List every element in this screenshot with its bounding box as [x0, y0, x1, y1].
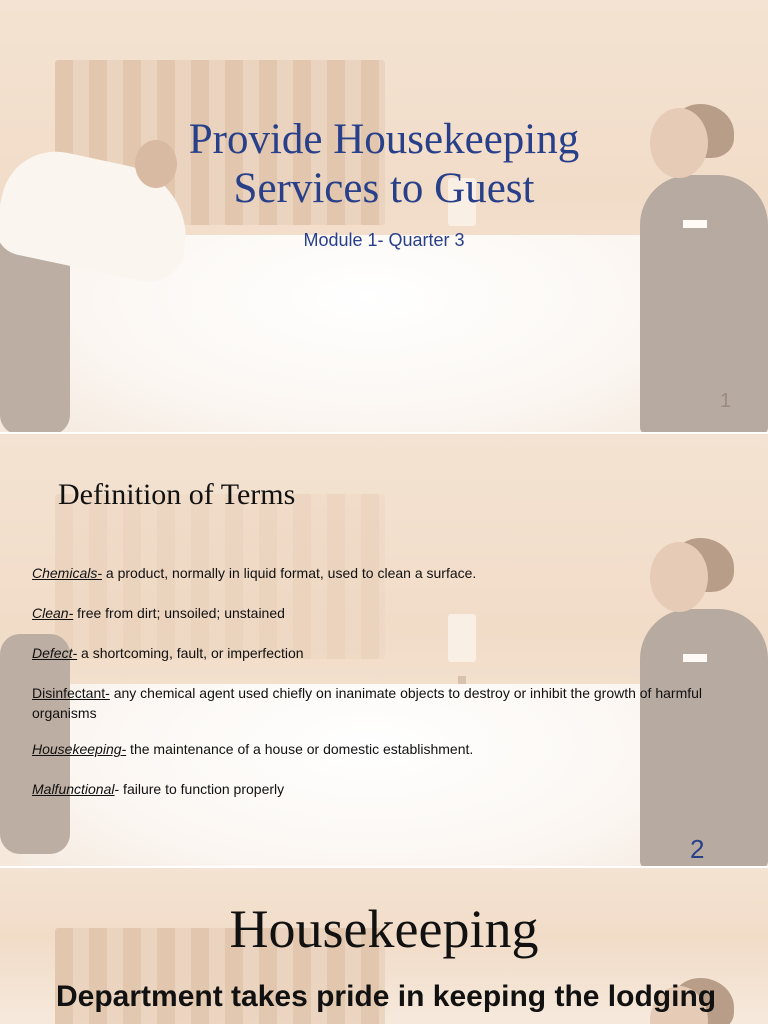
definition-item [32, 563, 752, 583]
background-photo [0, 0, 768, 432]
page-number: 1 [720, 390, 732, 412]
definition-text: free from dirt; unsoiled; unstained [73, 605, 285, 621]
definition-text: a product, normally in liquid format, used to clean a surface. [102, 565, 477, 581]
definition-text: - failure to function properly [114, 781, 285, 797]
definition-item [32, 739, 752, 759]
page-number: 2 [690, 834, 705, 864]
slide-subtitle: Module 1- Quarter 3 [303, 230, 465, 250]
definition-text: any chemical agent used chiefly on inanimate objects to destroy or inhibit the growth of harmful organisms [32, 685, 703, 721]
definition-term: Disinfectant- [32, 685, 110, 701]
definition-item [32, 779, 752, 799]
definition-item [32, 643, 752, 663]
definition-term: Malfunctional [32, 781, 115, 797]
definition-item [32, 683, 752, 723]
slide-title [0, 115, 768, 213]
definition-term: Chemicals- [32, 565, 103, 581]
slide-body-text: Department takes pride in keeping the lodging [56, 980, 717, 1013]
definition-item [32, 603, 752, 623]
title-line-1: Provide Housekeeping [188, 116, 580, 163]
definition-text: the maintenance of a house or domestic establishment. [126, 741, 474, 757]
slide-title: Housekeeping [229, 899, 539, 959]
slide-title: Definition of Terms [58, 478, 296, 511]
title-line-2: Services to Guest [233, 165, 535, 212]
definition-term: Clean- [32, 605, 74, 621]
definition-list [32, 563, 752, 819]
definition-term: Housekeeping- [32, 741, 127, 757]
definition-text: a shortcoming, fault, or imperfection [77, 645, 304, 661]
slide-1 [0, 0, 768, 432]
definition-term: Defect- [32, 645, 78, 661]
